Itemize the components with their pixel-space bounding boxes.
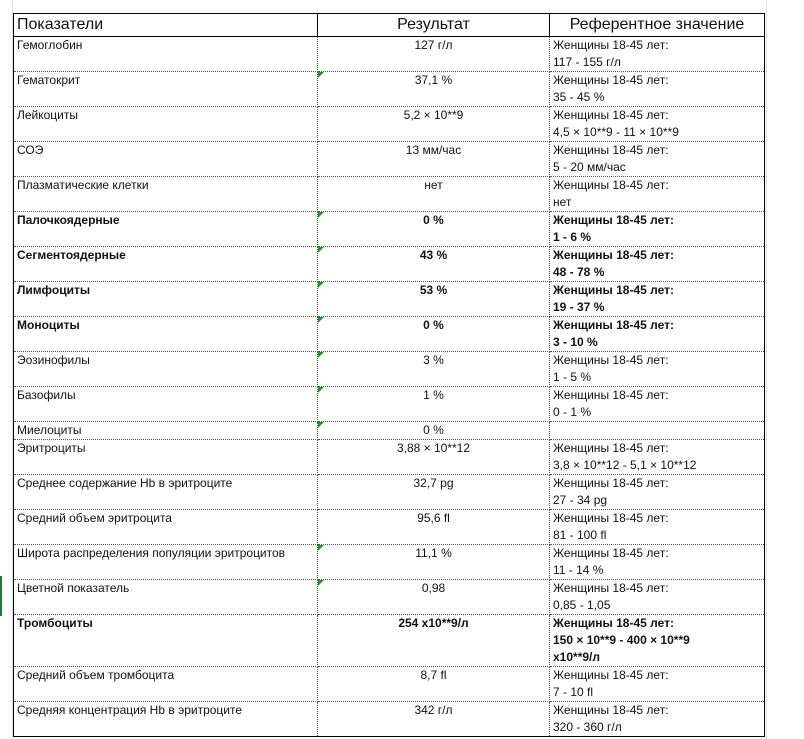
result-value-text: 11,1 % [415,546,452,560]
result-value-text: 0 % [423,213,444,227]
cell-indicator-name[interactable]: Базофилы [14,387,318,422]
reference-line: Женщины 18-45 лет: [553,668,669,682]
table-row [14,72,765,107]
reference-line: Женщины 18-45 лет: [553,178,669,192]
cell-reference-range[interactable] [550,440,765,475]
cell-warning-triangle-icon [318,317,324,323]
table-row [14,107,765,142]
header-row [14,14,765,37]
reference-line: нет [553,195,572,209]
cell-indicator-name[interactable]: Средний объем тромбоцита [14,667,318,702]
cell-reference-range[interactable] [550,580,765,615]
table-row [14,282,765,317]
reference-line: 320 - 360 г/л [553,720,622,734]
cell-reference-range[interactable] [550,37,765,72]
cell-result-value[interactable] [318,37,550,72]
cell-reference-range[interactable] [550,352,765,387]
reference-line: 5 - 20 мм/час [553,160,626,174]
cell-reference-range[interactable] [550,107,765,142]
result-value-text: 32,7 pg [413,476,454,490]
reference-line: 81 - 100 fl [553,528,607,542]
cell-warning-triangle-icon [318,282,324,288]
reference-line: Женщины 18-45 лет: [553,703,669,717]
reference-line: Женщины 18-45 лет: [553,388,669,402]
result-value-text: 342 г/л [414,703,453,717]
cell-result-value[interactable] [318,142,550,177]
cell-result-value[interactable] [318,247,550,282]
result-value-text: 43 % [419,248,448,262]
table-row [14,615,765,667]
table-row [14,177,765,212]
result-value-text: 13 мм/час [405,143,462,157]
cell-reference-range[interactable] [550,247,765,282]
reference-line: Женщины 18-45 лет: [553,581,669,595]
reference-line: 1 - 6 % [553,230,592,244]
result-value-text: 127 г/л [414,38,453,52]
reference-line: 3,8 × 10**12 - 5,1 × 10**12 [553,458,697,472]
cell-reference-range[interactable] [550,667,765,702]
header-result[interactable]: Результат [318,14,550,37]
table-row [14,510,765,545]
cell-warning-triangle-icon [318,352,324,358]
cell-result-value[interactable] [318,615,550,667]
result-value-text: 3,88 × 10**12 [396,441,471,455]
lab-results-table [13,13,765,737]
reference-line: 0,85 - 1,05 [553,598,611,612]
cell-indicator-name[interactable]: Эритроциты [14,440,318,475]
cell-indicator-name[interactable]: Плазматические клетки [14,177,318,212]
result-value-text: нет [424,178,443,192]
result-value-text: 37,1 % [414,73,453,87]
reference-line: Женщины 18-45 лет: [553,108,669,122]
table-row [14,212,765,247]
result-value-text: 254 x10**9/л [398,616,469,630]
cell-result-value[interactable] [318,317,550,352]
cell-reference-range[interactable] [550,282,765,317]
cell-result-value[interactable] [318,422,550,440]
reference-line: Женщины 18-45 лет: [553,511,669,525]
result-value-text: 5,2 × 10**9 [403,108,464,122]
selected-cell-marker [0,576,2,616]
reference-line: 3 - 10 % [553,335,598,349]
reference-line: Женщины 18-45 лет: [553,441,669,455]
cell-indicator-name[interactable]: Широта распределения популяции эритроцитов [14,545,318,580]
reference-line: 11 - 14 % [553,563,604,577]
cell-warning-triangle-icon [318,72,324,78]
reference-line: 48 - 78 % [553,265,605,279]
cell-result-value[interactable] [318,702,550,737]
reference-line: Женщины 18-45 лет: [553,318,674,332]
cell-indicator-name[interactable]: Гематокрит [14,72,318,107]
reference-line: 35 - 45 % [553,90,605,104]
cell-indicator-name[interactable]: Сегментоядерные [14,247,318,282]
cell-indicator-name[interactable]: СОЭ [14,142,318,177]
reference-line: Женщины 18-45 лет: [553,616,674,630]
table-row [14,667,765,702]
cell-result-value[interactable] [318,72,550,107]
table-row [14,37,765,72]
cell-indicator-name[interactable]: Тромбоциты [14,615,318,667]
cell-reference-range[interactable] [550,142,765,177]
cell-result-value[interactable] [318,387,550,422]
cell-reference-range[interactable] [550,545,765,580]
reference-line: Женщины 18-45 лет: [553,38,669,52]
cell-reference-range[interactable] [550,212,765,247]
cell-result-value[interactable] [318,282,550,317]
cell-result-value[interactable] [318,107,550,142]
table-row [14,440,765,475]
cell-indicator-name[interactable]: Моноциты [14,317,318,352]
cell-indicator-name[interactable]: Эозинофилы [14,352,318,387]
cell-indicator-name[interactable]: Миелоциты [14,422,318,440]
result-value-text: 3 % [423,353,444,367]
table-row [14,580,765,615]
reference-line: x10**9/л [553,650,600,664]
grid-line [12,0,13,739]
result-value-text: 0 % [423,423,444,437]
cell-reference-range[interactable] [550,615,765,667]
table-row [14,545,765,580]
cell-indicator-name[interactable]: Палочкоядерные [14,212,318,247]
cell-reference-range[interactable] [550,72,765,107]
cell-reference-range[interactable] [550,387,765,422]
reference-line: 150 × 10**9 - 400 × 10**9 [553,633,690,647]
table-row [14,352,765,387]
cell-reference-range[interactable] [550,317,765,352]
cell-result-value[interactable] [318,510,550,545]
reference-line: Женщины 18-45 лет: [553,476,669,490]
table-row [14,317,765,352]
result-value-text: 8,7 fl [420,668,447,682]
cell-result-value[interactable] [318,475,550,510]
cell-reference-range[interactable] [550,177,765,212]
reference-line: 117 - 155 г/л [553,55,621,69]
grid-line [766,0,767,739]
cell-warning-triangle-icon [318,422,324,428]
reference-line: Женщины 18-45 лет: [553,143,669,157]
cell-indicator-name[interactable]: Средняя концентрация Hb в эритроците [14,702,318,737]
table-row [14,387,765,422]
cell-reference-range[interactable] [550,510,765,545]
table-row [14,247,765,282]
reference-line: Женщины 18-45 лет: [553,248,674,262]
table-row [14,142,765,177]
reference-line: Женщины 18-45 лет: [553,353,669,367]
result-value-text: 0 % [423,318,444,332]
reference-line: Женщины 18-45 лет: [553,283,674,297]
cell-warning-triangle-icon [318,545,324,551]
cell-indicator-name[interactable]: Гемоглобин [14,37,318,72]
cell-indicator-name[interactable]: Цветной показатель [14,580,318,615]
reference-line: Женщины 18-45 лет: [553,213,674,227]
cell-reference-range[interactable] [550,475,765,510]
cell-warning-triangle-icon [318,212,324,218]
cell-indicator-name[interactable]: Среднее содержание Hb в эритроците [14,475,318,510]
reference-line: Женщины 18-45 лет: [553,546,669,560]
reference-line: 0 - 1 % [553,405,592,419]
cell-warning-triangle-icon [318,580,324,586]
result-value-text: 0,98 [421,581,446,595]
table-row [14,702,765,737]
cell-result-value[interactable] [318,667,550,702]
table-row [14,422,765,440]
cell-result-value[interactable] [318,545,550,580]
reference-line: 1 - 5 % [553,370,592,384]
reference-line: 4,5 × 10**9 - 11 × 10**9 [553,125,679,139]
header-reference[interactable]: Референтное значение [550,14,765,37]
result-value-text: 95,6 fl [417,511,450,525]
cell-reference-range[interactable] [550,702,765,737]
header-indicator[interactable]: Показатели [14,14,318,37]
cell-warning-triangle-icon [318,387,324,393]
cell-result-value[interactable] [318,440,550,475]
table-row [14,475,765,510]
result-value-text: 53 % [419,283,448,297]
result-value-text: 1 % [423,388,444,402]
cell-indicator-name[interactable]: Лейкоциты [14,107,318,142]
reference-line: 27 - 34 pg [553,493,608,507]
reference-line: 19 - 37 % [553,300,605,314]
cell-result-value[interactable] [318,352,550,387]
reference-line: Женщины 18-45 лет: [553,73,669,87]
cell-result-value[interactable] [318,212,550,247]
reference-line: 7 - 10 fl [553,685,594,699]
cell-warning-triangle-icon [318,247,324,253]
cell-result-value[interactable] [318,580,550,615]
cell-reference-range[interactable] [550,422,765,440]
cell-result-value[interactable] [318,177,550,212]
cell-indicator-name[interactable]: Лимфоциты [14,282,318,317]
cell-indicator-name[interactable]: Средний объем эритроцита [14,510,318,545]
